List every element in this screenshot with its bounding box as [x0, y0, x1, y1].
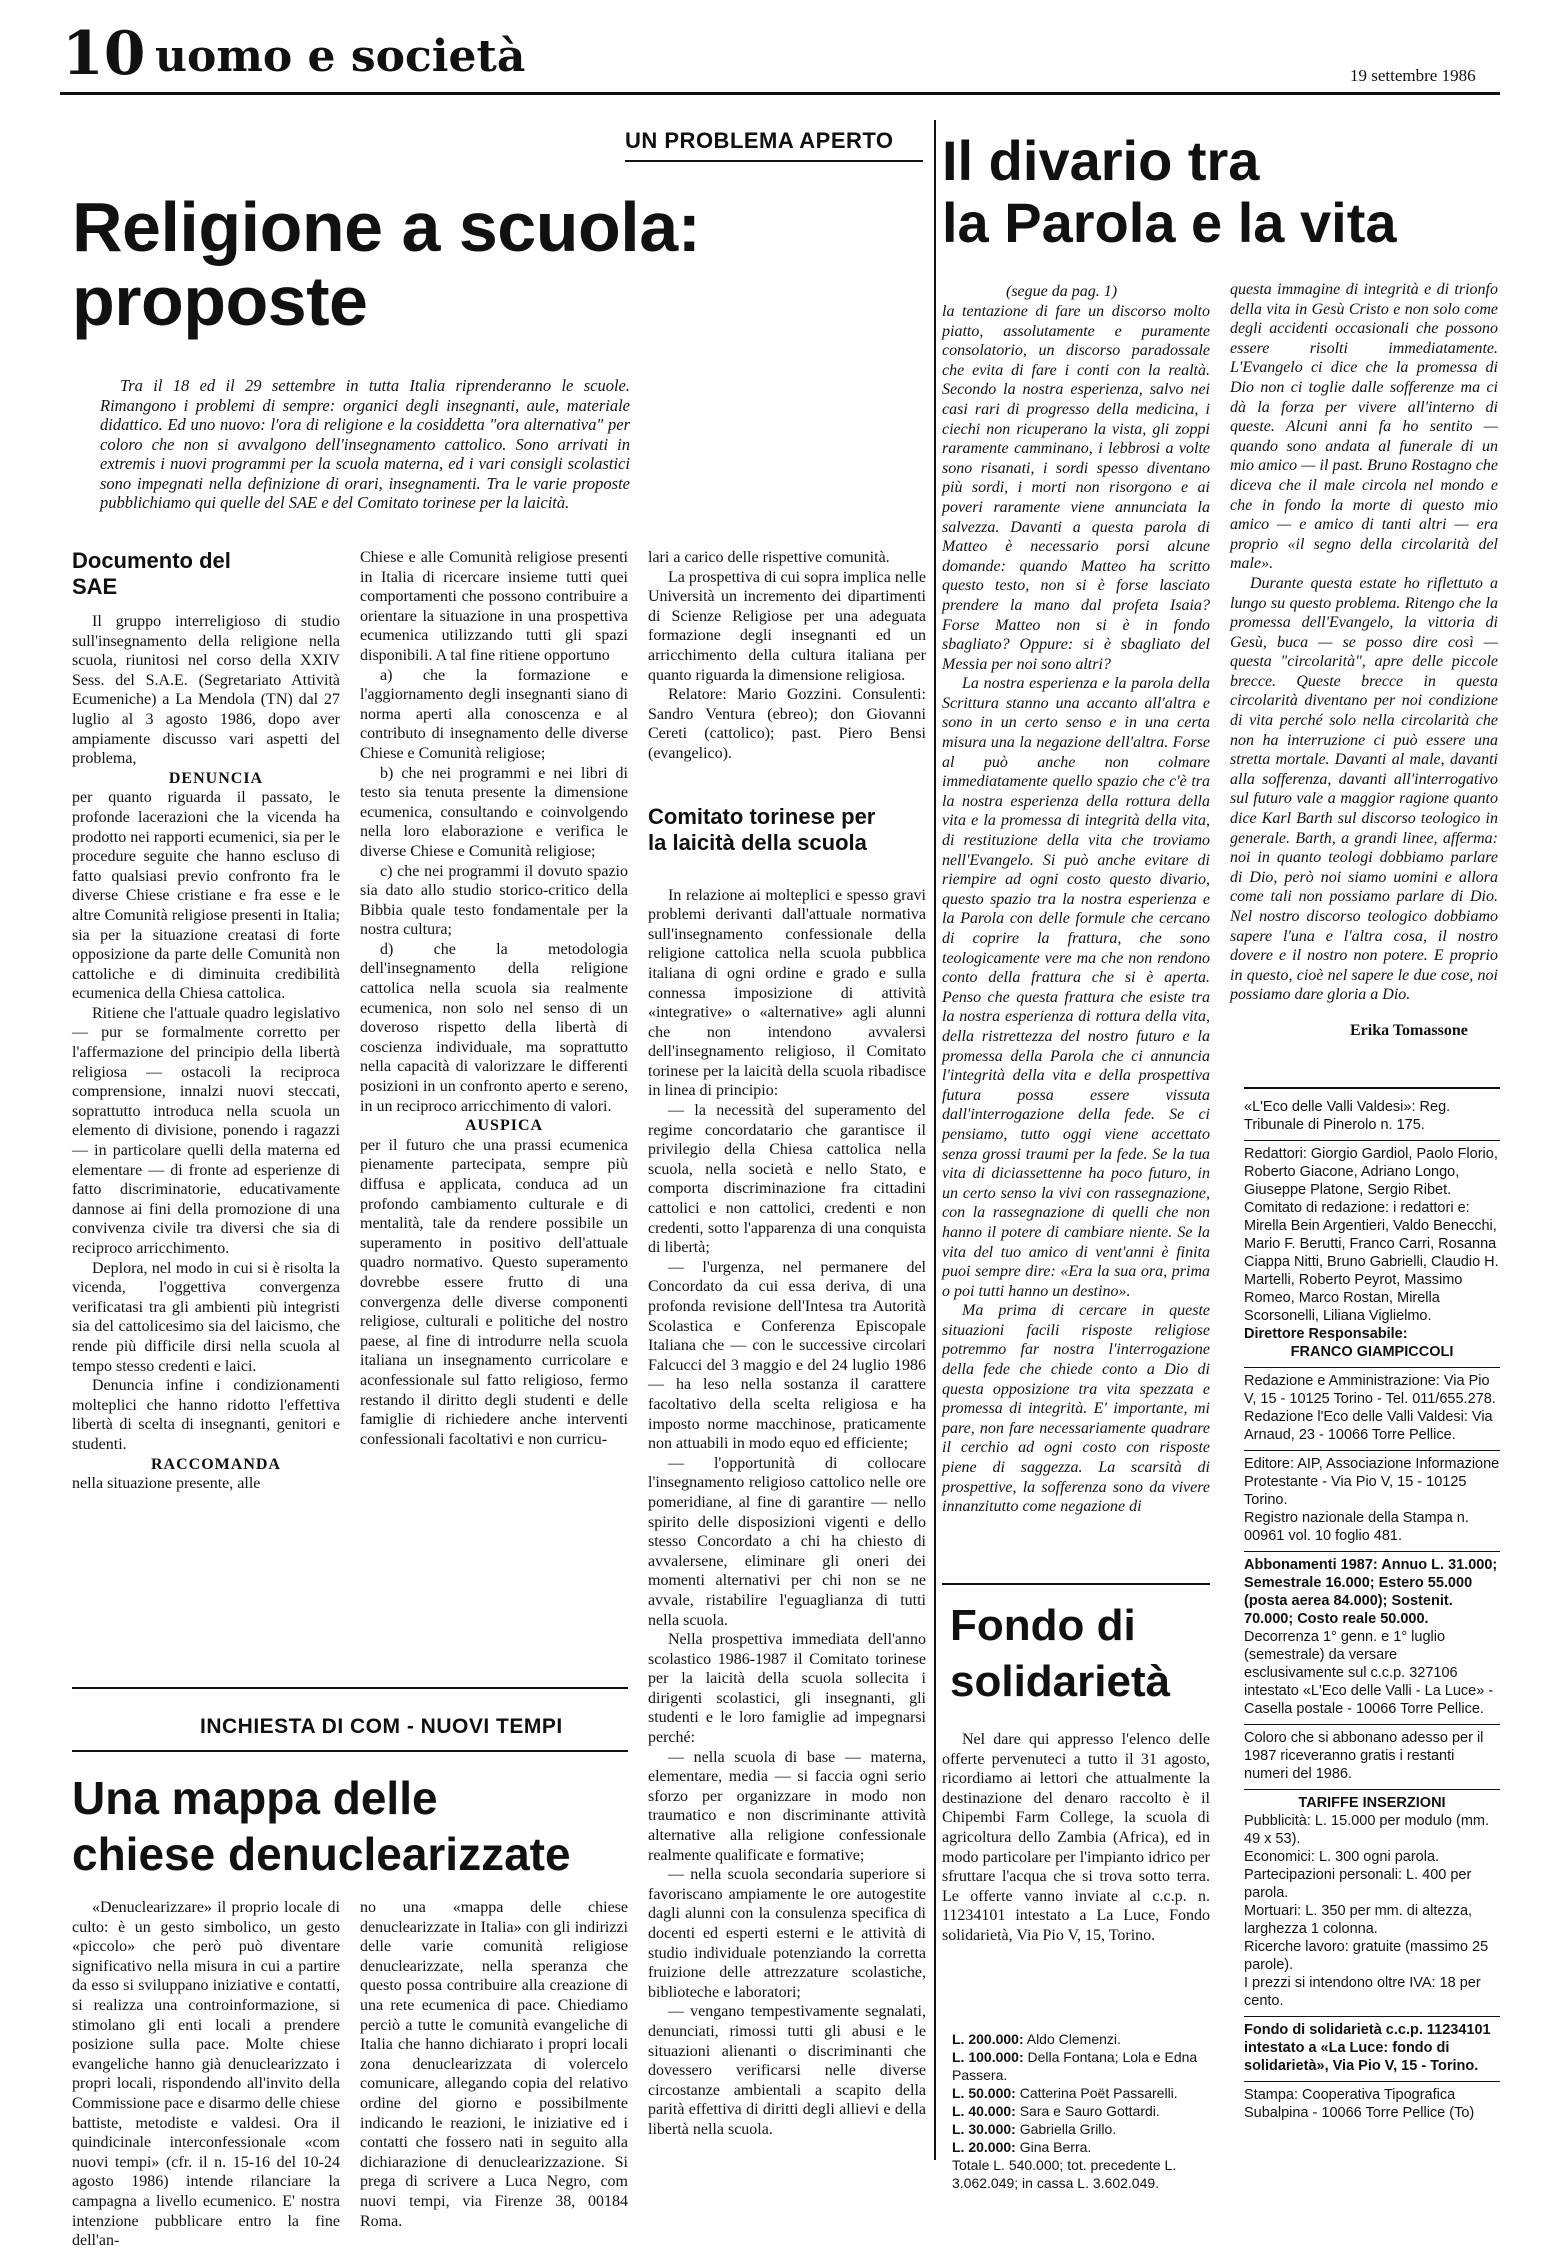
- article3-col1-p1: la tentazione di fare un discorso molto piatto, assolutamente e puramente consolatorio, un discorso paradossale che evita di fare i conti con la realtà. Secondo la nostra esperienza, salvo nei casi rari di progresso della medicina, i ciechi non ricuperano la vista, gli zoppi raramente camminano, i lebbrosi a volte sono risanati, i sordi spesso diventano più sordi, i morti non risorgono e ai poveri raramente viene annunciata la salvezza. Davanti a questa parola di Matteo è necessario porsi alcune domande: quando Matteo ha scritto questo testo, non si è forse lasciato prendere la mano dal profeta Isaia? Forse Matteo non si è in fondo sbagliato? Oppure: si è sbagliato del Messia per noi sono altri?: [942, 303, 1210, 673]
- colophon-offices: [1244, 1368, 1500, 1451]
- colophon-free-issues: Coloro che si abbonano adesso per il 1987 riceveranno gratis i restanti numeri del 1986.: [1244, 1725, 1500, 1790]
- article1-title-line1: Religione a scuola:: [72, 188, 701, 266]
- article4-top-rule: [942, 1583, 1210, 1585]
- colophon-ads-title: TARIFFE INSERZIONI: [1298, 1795, 1446, 1811]
- colophon-director: FRANCO GIAMPICCOLI: [1290, 1344, 1454, 1360]
- colophon-ad-rate: Partecipazioni personali: L. 400 per parola.: [1244, 1867, 1472, 1901]
- comitato-scuola-secondaria: — nella scuola secondaria superiore si favoriscano ampiamente le ore autogestite dagli alunni con la consulenza specifica di docenti ed esperti esterni e le attività di studio individuale potenziando la corretta fruizione delle attrezzature scolastiche, biblioteche e laboratori;: [648, 1866, 926, 2001]
- kicker-rule: [625, 160, 923, 162]
- article2-title-line1: Una mappa delle: [72, 1772, 438, 1824]
- colophon-subs-terms: Decorrenza 1° genn. e 1° luglio (semestrale) da versare esclusivamente sul c.c.p. 327106 intestato «L'Eco delle Valli - La Luce» - Casella postale - 10066 Torre Pellice.: [1244, 1629, 1494, 1717]
- sae-auspica-text: per il futuro che una prassi ecumenica pienamente partecipata, sempre più diffusa e applicata, conduca ad un profondo cambiamento culturale e di mentalità, tale da rendere possibile un superamento in positivo dell'attuale quadro normativo. Questo superamento dovrebbe essere frutto di una convergenza delle diverse componenti religiose, culturali e politiche del nostro paese, al fine di introdurre nella scuola italiana un insegnamento curricolare e aconfessionale sul fatto religioso, fermo restando il diritto degli studenti e delle famiglie di richiedere anche interventi confessionali facoltativi e non curricu-: [360, 1136, 628, 1448]
- comitato-title: Comitato torinese per la laicità della scuola: [648, 803, 876, 855]
- article3-col2-p2: Durante questa estate ho riflettuto a lungo su questo problema. Ritengo che la promessa dell'Evangelo, la vittoria di Gesù, buca — se posso dire così — questa "circolarità", apre delle piccole brecce. Queste brecce in questa circolarità diventano per noi condizione di vita perché solo nella circolarità che non ha interruzione ci può essere una stretta mortale. Davanti al male, davanti alla sofferenza, davanti all'interrogativo sul futuro vale a maggior ragione quanto dice Karl Barth sul discorso teologico in generale. Barth, a grandi linee, afferma: noi in quanto teologi dobbiamo parlare di Dio, però noi siamo uomini e allora come tali non possiamo parlare di Dio. Nel nostro discorso teologico dobbiamo sapere l'una e l'altra cosa, il nostro dovere e il nostro non potere. E proprio in questo, cioè nel sapere le due cose, noi possiamo dare gloria a Dio.: [1230, 574, 1498, 1004]
- comitato-scuola-base: — nella scuola di base — materna, elementare, media — si faccia ogni serio sforzo per organizzare in modo non traumatico e non discriminante attività alternative alla religione confessionale realmente qualificate e formative;: [648, 1748, 926, 1864]
- comitato-intro: In relazione ai molteplici e spesso gravi problemi derivanti dall'attuale normativa sull'insegnamento confessionale della religione cattolica nella scuola pubblica italiana di ogni ordine e grado e sulla connessa imposizione di attività «integrative» o «alternative» agli alunni che non intendono avvalersi dell'insegnamento religioso, il Comitato torinese per la laicità della scuola ribadisce in linea di principio:: [648, 886, 926, 1100]
- colophon-publisher: [1244, 1451, 1500, 1552]
- article3-column-2: [1230, 280, 1498, 1020]
- sae-col3-cont: lari a carico delle rispettive comunità.: [648, 549, 890, 566]
- article4-text: Nel dare qui appresso l'elenco delle offerte pervenuteci a tutto il 31 agosto, ricordiamo ai lettori che attualmente la destinazione del denaro raccolto è il Chipembi Farm College, la scuola di agricoltura dello Zambia (Africa), ed in modo particolare per l'impianto idrico per sfruttare l'acqua che si trova sotto terra. Le offerte vanno inviate al c.c.p. n. 11234101 intestato a La Luce, Fondo solidarietà, Via Pio V, 15, Torino.: [942, 1731, 1210, 1944]
- article4-title-line2: solidarietà: [950, 1657, 1171, 1706]
- colophon-publisher-text: Editore: AIP, Associazione Informazione Protestante - Via Pio V, 15 - 10125 Torino.: [1244, 1456, 1500, 1508]
- sae-denuncia-text: per quanto riguarda il passato, le profonde lacerazioni che la vicenda ha prodotto nei rapporti ecumenici, sia per le procedure seguite che hanno escluso di fatto qualsiasi previo confronto fra le diverse Chiese cristiane e fra esse e le altre Comunità religiose presenti in Italia; sia per la situazione creatasi di forte opposizione da parte delle Comunità non cattoliche e di diminuita credibilità ecumenica della Chiesa cattolica.: [72, 789, 340, 1003]
- colophon-fund: Fondo di solidarietà c.c.p. 11234101 intestato a «La Luce: fondo di solidarietà», Via Pio V, 15 - Torino.: [1244, 2017, 1500, 2082]
- comitato-segnalati: — vengano tempestivamente segnalati, denunciati, rimossi tutti gli abusi e le situazioni alienanti o discriminanti che dovessero verificarsi nelle diverse circostanze ambientali a scapito della parità effettiva di diritti degli allievi e della libertà nella scuola.: [648, 2003, 926, 2138]
- colophon-office-pellice: Redazione l'Eco delle Valli Valdesi: Via Arnaud, 23 - 10066 Torre Pellice.: [1244, 1409, 1493, 1443]
- colophon-office-torino: Redazione e Amministrazione: Via Pio V, 15 - 10125 Torino - Tel. 011/655.278.: [1244, 1373, 1496, 1407]
- article1-intro-text: Tra il 18 ed il 29 settembre in tutta Italia riprenderanno le scuole. Rimangono i problemi di sempre: organici degli insegnanti, aule, materiale didattico. Ed uno nuovo: l'ora di religione e la cosiddetta "ora alternativa" per coloro che non si avvalgono dell'insegnamento cattolico. Sono arrivati in extremis i nuovi programmi per la scuola materna, ed i vari consigli scolastici sono impegnati nella definizione di orari, insegnamenti. Tra le varie proposte pubblichiamo qui quelle del SAE e del Comitato torinese per la laicità.: [100, 376, 630, 512]
- sae-cap-denuncia: DENUNCIA: [168, 769, 264, 787]
- colophon-ad-rate: I prezzi si intendono oltre IVA: 18 per cento.: [1244, 1975, 1481, 2009]
- sae-cap-auspica: AUSPICA: [464, 1117, 544, 1135]
- sae-intro: Il gruppo interreligioso di studio sull'insegnamento della religione nella scuola, riunitosi nel corso della XXIV Sess. del S.A.E. (Segretariato Attività Ecumeniche) a La Mendola (TN) dal 27 luglio al 3 agosto 1986, dopo aver ampiamente discusso vari aspetti del problema,: [72, 613, 340, 768]
- sae-raccomanda-text: nella situazione presente, alle: [72, 1475, 261, 1493]
- donation-item: L. 100.000: Della Fontana; Lola e Edna Passera.: [952, 2049, 1198, 2083]
- article3-col2-p1: questa immagine di integrità e di trionfo della vita in Gesù Cristo e non solo come degli accidenti occasionali che possono essere risolti immediatamente. L'Evangelo ci dice che la promessa di Dio non ci toglie dalle sofferenze ma ci dà la forza per vivere all'interno di queste. Alcuni anni fa ho sentito — quando sono andata al funerale di un mio amico — il past. Bruno Rostagno che diceva che il male circola nel mondo e che in fondo la morte di questo mio amico — e amico di tanti altri — era proprio «il segno della circolarità del male».: [1230, 281, 1498, 573]
- article1-intro: [100, 376, 630, 526]
- article3-title: [942, 130, 1482, 254]
- sae-point-d: d) che la metodologia dell'insegnamento della religione cattolica nella scuola sia realmente ecumenica, non solo nel senso di un doveroso rispetto della libertà di coscienza individuale, ma soprattutto nella capacità di valorizzare le differenti posizioni in un confronto aperto e sereno, in un reciproco arricchimento di valori.: [360, 940, 628, 1115]
- colophon-box: [1244, 1094, 1500, 2160]
- sae-col2-intro: Chiese e alle Comunità religiose presenti in Italia di ricercare insieme tutti quei comportamenti che possono contribuire a orientare la situazione in una prospettiva ecumenica utilizzando tutti gli spazi disponibili. A tal fine ritiene opportuno: [360, 549, 628, 664]
- article1-title: [72, 190, 932, 338]
- sae-column-2: [360, 548, 628, 1673]
- colophon-ads: [1244, 1790, 1500, 2017]
- article3-continued: (segue da pag. 1): [1006, 283, 1118, 300]
- comitato-point-3: — l'opportunità di collocare l'insegnamento religioso cattolico nelle ore pomeridiane, al fine di garantire — nello spirito delle disposizioni vigenti e dello stesso Concordato a chi ha chiesto di avvalersene, eliminare gli oneri dei momenti alternativi per chi non se ne avvale, ristabilire l'eguaglianza di tutti nella scuola.: [648, 1454, 926, 1629]
- colophon-director-label: Direttore Responsabile:: [1244, 1326, 1408, 1342]
- article3-col1-p2: La nostra esperienza e la parola della Scrittura stanno una accanto all'altra e sono in un certo senso e in una certa misura una la negazione dell'altra. Forse al può anche non colmare immediatamente quello spazio che c'è tra la nostra esperienza della rottura della vita e la promessa di integrità della vita, di restituzione della vita che troviamo nell'Evangelo. Si può anche evitare di riempire ad ogni costo questo divario, questo spazio tra la nostra esperienza e la Parola con delle formule che cercano di coprire la frattura, che sono teologicamente vere ma che non rendono conto della frattura che si è aperta. Penso che questa frattura che esiste tra la nostra esperienza di rottura della vita, della ristrettezza del nostro futuro e la promessa della Parola che ci annuncia l'integrità della vita e della prospettiva futura possa essere vissuta dall'interrogazione della fede. Se ci pensiamo, tutto oggi viene accettato senza grossi traumi per la fede. Se la tua vita di diciassettenne ha poco futuro, in un certo senso la vivi con rassegnazione, con la rassegnazione di quelli che non hanno il potere di cambiare niente. Se la vita del tuo amico di vent'anni è finita puoi sempre dire: «Era la sua ora, prima o poi tutti hanno un destino».: [942, 675, 1210, 1300]
- sae-column-1: [72, 548, 340, 1673]
- article2-kicker: INCHIESTA DI COM - NUOVI TEMPI: [200, 1715, 563, 1738]
- issue-date: 19 settembre 1986: [1350, 66, 1476, 85]
- article2-col2-text: no una «mappa delle chiese denuclearizzate in Italia» con gli indirizzi delle varie comunità religiose denuclearizzate, nella speranza che questo possa contribuire alla creazione di una rete ecumenica di pace. Chiediamo perciò a tutte le comunità evangeliche di Italia che hanno dichiarato i propri locali zona denuclearizzata di volercelo comunicare, allegando copia del relativo ordine del giorno e possibilmente indicando le reazioni, le iniziative ed i contatti che fossero nati in seguito alla dichiarazione di denuclearizzazione. Si prega di scrivere a Luca Negro, com nuovi tempi, via Firenze 38, 00184 Roma.: [360, 1899, 628, 2230]
- article4-title: [950, 1598, 1210, 1710]
- comitato-point-1: — la necessità del superamento del regime concordatario che garantisce il privilegio della Chiesa cattolica nella scuola, nella società e nello Stato, e comporta discriminazione fra cittadini cattolici e non cattolici, credenti e non credenti, sotto l'apparenza di una conquista di libertà;: [648, 1102, 926, 1257]
- article2-title-line2: chiese denuclearizzate: [72, 1828, 571, 1880]
- article4-title-line1: Fondo di: [950, 1601, 1136, 1650]
- article3-author: Erika Tomassone: [1350, 1022, 1468, 1039]
- article3-title-line2: la Parola e la vita: [942, 191, 1397, 254]
- colophon-ad-rate: Economici: L. 300 ogni parola.: [1244, 1849, 1440, 1865]
- section-title: uomo e società: [155, 31, 526, 82]
- article2-column-2: [360, 1898, 628, 2230]
- donation-list: [952, 2030, 1210, 2191]
- article2-column-1: [72, 1898, 340, 2250]
- donation-item: L. 200.000: Aldo Clemenzi.: [952, 2031, 1121, 2047]
- article1-kicker: UN PROBLEMA APERTO: [625, 128, 894, 153]
- colophon-press-register: Registro nazionale della Stampa n. 00961 vol. 10 foglio 481.: [1244, 1510, 1469, 1544]
- sae-point-a: a) che la formazione e l'aggiornamento degli insegnanti siano di norma aperti alla conoscenza e al contributo di insegnamento delle diverse Chiese e Comunità religiose;: [360, 666, 628, 762]
- colophon-subscriptions: [1244, 1552, 1500, 1725]
- donation-item: L. 30.000: Gabriella Grillo.: [952, 2121, 1117, 2137]
- sae-col3-university: La prospettiva di cui sopra implica nelle Università un incremento dei dipartimenti di Scienze Religiose per una adeguata formazione degli insegnanti ed un arricchimento della cultura italiana per quanto riguarda la dimensione religiosa.: [648, 568, 926, 684]
- colophon-staff: [1244, 1141, 1500, 1368]
- sae-col3-credits: Relatore: Mario Gozzini. Consulenti: Sandro Ventura (ebreo); don Giovanni Cereti (cattolico); past. Piero Bensi (evangelico).: [648, 686, 926, 762]
- article2-top-rule: [72, 1687, 628, 1689]
- colophon-ad-rate: Ricerche lavoro: gratuite (massimo 25 parole).: [1244, 1939, 1489, 1973]
- sae-ritiene-text: Ritiene che l'attuale quadro legislativo — pur se formalmente corretto per l'affermazione del principio della libertà religiosa — ostacoli la reciproca comprensione, innalzi nuovi steccati, soprattutto introduca nella scuola un elemento di divisione, ponendo i ragazzi — in particolare quelli della materna ed elementare — di fronte ad esperienze di fatto discriminatorie, educativamente dannose ai fini della promozione di una convivenza civile tra diversi che sia di reciproco arricchimento.: [72, 1004, 340, 1257]
- colophon-ad-rate: Mortuari: L. 350 per mm. di altezza, larghezza 1 colonna.: [1244, 1903, 1473, 1937]
- colophon-subs-rates: Abbonamenti 1987: Annuo L. 31.000; Semestrale 16.000; Estero 55.000 (posta aerea 84.000); Sostenit. 70.000; Costo reale 50.000.: [1244, 1557, 1498, 1627]
- colophon-registration: «L'Eco delle Valli Valdesi»: Reg. Tribunale di Pinerolo n. 175.: [1244, 1094, 1500, 1141]
- article2-kicker-rule: [72, 1750, 628, 1752]
- donation-item: L. 50.000: Catterina Poët Passarelli.: [952, 2085, 1178, 2101]
- colophon-print: Stampa: Cooperativa Tipografica Subalpina - 10066 Torre Pellice (To): [1244, 2087, 1475, 2121]
- colophon-staff-list: Redattori: Giorgio Gardiol, Paolo Florio, Roberto Giacone, Adriano Longo, Giuseppe Platone, Sergio Ribet. Comitato di redazione: i redattori e: Mirella Bein Argentieri, Valdo Benecchi, Mario F. Berutti, Franco Carri, Rosanna Ciappa Nitti, Bruno Gabrielli, Claudio H. Martelli, Roberto Peyrot, Massimo Romeo, Marco Rostan, Mirella Scorsonelli, Liliana Viglielmo.: [1244, 1146, 1499, 1324]
- sae-cap-raccomanda: RACCOMANDA: [151, 1455, 281, 1473]
- sae-deplora-text: Deplora, nel modo in cui si è risolta la vicenda, l'oggettiva convergenza verificatasi tra gli ambienti più integristi sia del cattolicesimo sia del laicismo, che rende più difficile dirsi nella scuola al tempo stesso credenti e laici.: [72, 1259, 340, 1375]
- article3-title-line1: Il divario tra: [942, 129, 1260, 192]
- sae-denuncia-infine-text: Denuncia infine i condizionamenti molteplici che hanno ridotto l'effettiva libertà di scelta di insegnanti, genitori e studenti.: [72, 1377, 340, 1453]
- donation-item: L. 20.000: Gina Berra.: [952, 2139, 1092, 2155]
- page-number: 10: [62, 19, 146, 89]
- donation-item: L. 40.000: Sara e Sauro Gottardi.: [952, 2103, 1160, 2119]
- donation-totals: Totale L. 540.000; tot. precedente L. 3.062.049; in cassa L. 3.602.049.: [952, 2157, 1177, 2191]
- sae-column-3: [648, 548, 926, 2138]
- sae-point-b: b) che nei programmi e nei libri di testo sia tenuta presente la dimensione ecumenica, consultando e coinvolgendo nella loro elaborazione e verifica le diverse Chiese e Comunità religiose;: [360, 764, 628, 860]
- sidebar-top-rule: [1244, 1087, 1500, 1089]
- article3-column-1: [942, 302, 1210, 1570]
- article1-title-line2: proposte: [72, 262, 368, 340]
- sae-title: Documento del SAE: [72, 548, 231, 599]
- article2-title: [72, 1770, 632, 1882]
- colophon-ad-rate: Pubblicità: L. 15.000 per modulo (mm. 49 x 53).: [1244, 1813, 1490, 1847]
- sae-point-c: c) che nei programmi il dovuto spazio sia dato allo studio storico-critico della Bibbia quale testo fondamentale per la nostra cultura;: [360, 862, 628, 939]
- column-divider: [934, 120, 936, 2160]
- comitato-point-2: — l'urgenza, nel permanere del Concordato da cui essa deriva, di una profonda revisione dell'Intesa tra Autorità Scolastica e Conferenza Episcopale Italiana che — con le successive circolari Falcucci del 3 maggio e del 24 luglio 1986 — ha leso nella sostanza il carattere facoltativo della scelta religiosa e ha imposto norme macchinose, praticamente non attuabili in modo equo ed efficiente;: [648, 1258, 926, 1453]
- article4-body: [942, 1730, 1210, 2030]
- comitato-prospettiva: Nella prospettiva immediata dell'anno scolastico 1986-1987 il Comitato torinese per la laicità della scuola sollecita i dirigenti scolastici, gli insegnanti, gli studenti e le loro famiglie ad impegnarsi perché:: [648, 1631, 926, 1747]
- article3-col1-p3: Ma prima di cercare in queste situazioni facili risposte religiose potremmo far nostra l'interrogazione della fede che chiede conto a Dio di questa opposizione tra vita spezzata e promessa di integrità. E' importante, mi pare, non fare necessariamente quadrare il cerchio ad ogni costo con risposte piene di saggezza. La scarsità di prospettive, la sofferenza sono da vivere innanzitutto come negazione di: [942, 1302, 1210, 1516]
- article2-col1-text: «Denuclearizzare» il proprio locale di culto: è un gesto simbolico, un gesto «piccolo» che però può diventare significativo nella misura in cui a partire da esso si sviluppano iniziative e contatti, si realizza una controinformazione, si stimolano gli enti locali a prendere posizione sulla pace. Molte chiese evangeliche hanno già denuclearizzato i propri locali, rispondendo all'invito della Commissione pace e disarmo delle chiese battiste, metodiste e valdesi. Ora il quindicinale interconfessionale «com nuovi tempi» (cfr. il n. 15-16 del 10-24 agosto 1986) intende rilanciare la campagna a livello ecumenico. E' nostra intenzione pubblicare entro la fine dell'an-: [72, 1899, 340, 2250]
- masthead-rule: [60, 92, 1500, 95]
